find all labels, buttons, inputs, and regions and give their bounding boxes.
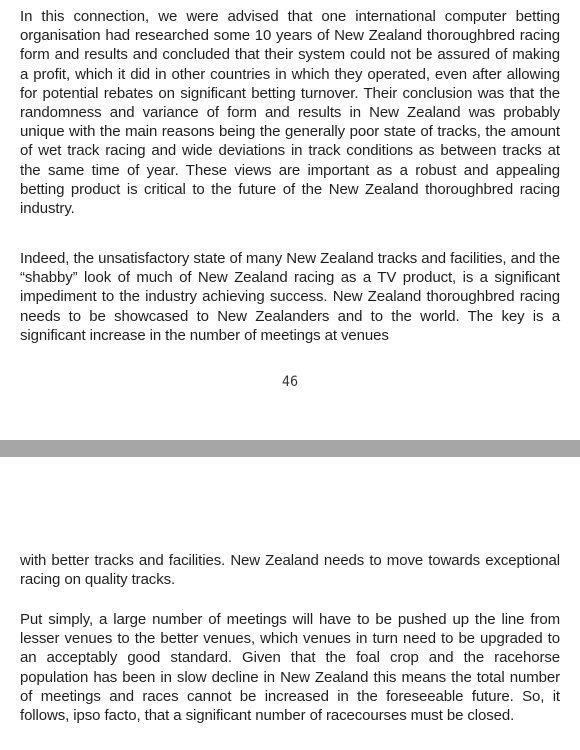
page-number: 46 [281,374,299,390]
page-separator [0,440,580,457]
body-paragraph: Put simply, a large number of meetings will have to be pushed up the line from lesser venues to the better venues, which venues in turn need to be upgraded to an acceptably good standard. Given that the foal crop and the racehorse population has been in slow decline in New Zealand this means the total number of meetings and races cannot be increased in the foreseeable future. So, it follows, ipso facto, that a significant number of racecourses must be closed. [20,611,560,725]
body-paragraph: with better tracks and facilities. New Zealand needs to move towards exceptional racing on quality tracks. [20,552,560,589]
body-paragraph: Indeed, the unsatisfactory state of many New Zealand tracks and facilities, and the “shabby” look of much of New Zealand racing as a TV product, is a significant impediment to the industry achieving success. New Zealand thoroughbred racing needs to be showcased to New Zealanders and to the world. The key is a significant increase in the number of meetings at venues [20,250,560,344]
body-paragraph: In this connection, we were advised that one international computer betting organisation had researched some 10 years of New Zealand thoroughbred racing form and results and concluded that their system could not be assured of making a profit, which it did in other countries in which they operated, even after allowing for potential rebates on significant betting turnover. Their conclusion was that the randomness and variance of form and results in New Zealand was probably unique with the main reasons being the generally poor state of tracks, the amount of wet track racing and wide deviations in track conditions as between tracks at the same time of year. These views are important as a robust and appealing betting product is critical to the future of the New Zealand thoroughbred racing industry. [20,8,560,218]
